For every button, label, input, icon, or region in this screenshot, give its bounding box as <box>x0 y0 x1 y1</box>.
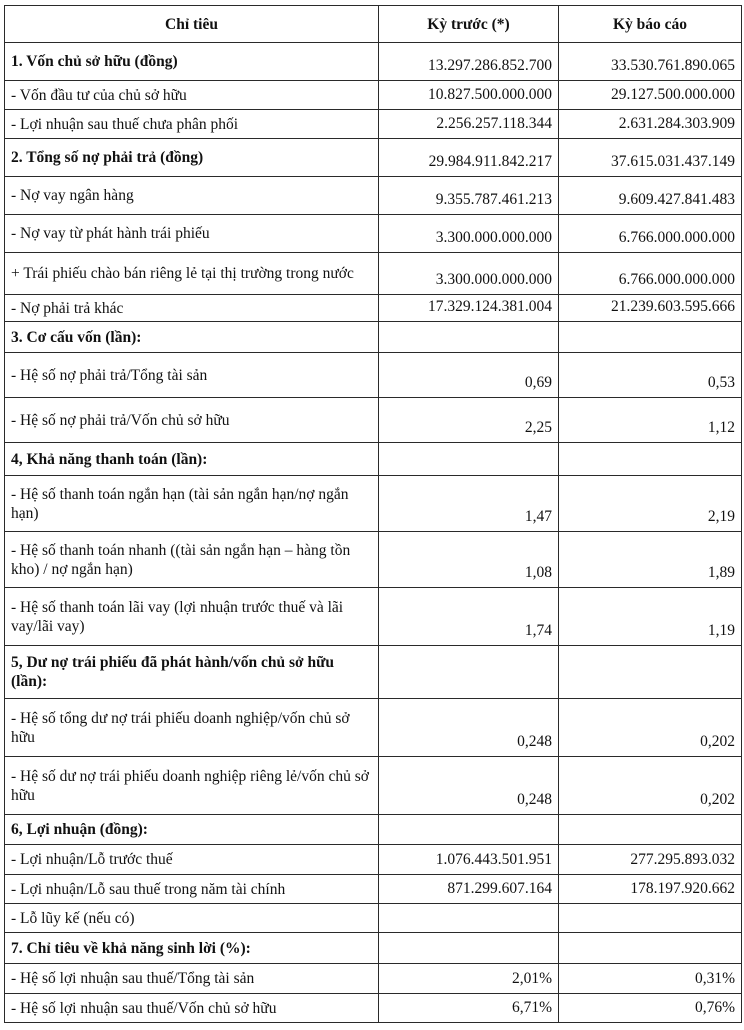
row-label: - Lợi nhuận/Lỗ trước thuế <box>5 845 379 875</box>
row-reporting-value <box>559 443 742 476</box>
row-reporting-value <box>559 322 742 353</box>
row-label: 6, Lợi nhuận (đồng): <box>5 815 379 845</box>
table-header-row <box>5 6 742 43</box>
table-row <box>5 904 742 933</box>
section-row <box>5 815 742 845</box>
row-label: + Trái phiếu chào bán riêng lẻ tại thị trường trong nước <box>5 253 379 295</box>
row-previous-value: 1,08 <box>379 532 559 588</box>
row-previous-value: 1,74 <box>379 588 559 646</box>
row-reporting-value: 0,76% <box>559 994 742 1023</box>
row-previous-value: 13.297.286.852.700 <box>379 43 559 81</box>
row-reporting-value: 1,89 <box>559 532 742 588</box>
row-previous-value: 1.076.443.501.951 <box>379 845 559 875</box>
row-label: - Hệ số dư nợ trái phiếu doanh nghiệp riêng lẻ/vốn chủ sở hữu <box>5 757 379 815</box>
row-label: 2. Tổng số nợ phải trả (đồng) <box>5 139 379 177</box>
table-row <box>5 964 742 994</box>
table-row <box>5 757 742 815</box>
row-previous-value: 0,69 <box>379 353 559 398</box>
table-row <box>5 398 742 443</box>
table-row <box>5 845 742 875</box>
section-row <box>5 322 742 353</box>
table-row <box>5 81 742 110</box>
row-previous-value <box>379 815 559 845</box>
table-row <box>5 295 742 322</box>
section-row <box>5 443 742 476</box>
table-row <box>5 875 742 904</box>
section-row <box>5 933 742 964</box>
header-indicator: Chỉ tiêu <box>5 6 379 43</box>
table-row <box>5 215 742 253</box>
row-label: - Lợi nhuận sau thuế chưa phân phối <box>5 110 379 139</box>
row-previous-value: 3.300.000.000.000 <box>379 215 559 253</box>
row-reporting-value: 0,53 <box>559 353 742 398</box>
row-label: - Vốn đầu tư của chủ sở hữu <box>5 81 379 110</box>
row-label: 4, Khả năng thanh toán (lần): <box>5 443 379 476</box>
row-label: - Nợ vay từ phát hành trái phiếu <box>5 215 379 253</box>
row-reporting-value: 178.197.920.662 <box>559 875 742 904</box>
table-row <box>5 110 742 139</box>
row-label: - Hệ số lợi nhuận sau thuế/Vốn chủ sở hữu <box>5 994 379 1023</box>
table-row <box>5 532 742 588</box>
row-reporting-value: 6.766.000.000.000 <box>559 253 742 295</box>
row-label: 3. Cơ cấu vốn (lần): <box>5 322 379 353</box>
row-previous-value: 6,71% <box>379 994 559 1023</box>
financial-indicators-table <box>4 5 742 1023</box>
row-previous-value: 3.300.000.000.000 <box>379 253 559 295</box>
section-row <box>5 139 742 177</box>
table-row <box>5 177 742 215</box>
row-label: 1. Vốn chủ sở hữu (đồng) <box>5 43 379 81</box>
table-row <box>5 253 742 295</box>
row-label: - Hệ số thanh toán ngắn hạn (tài sản ngắn hạn/nợ ngắn hạn) <box>5 476 379 532</box>
row-previous-value: 29.984.911.842.217 <box>379 139 559 177</box>
header-previous-period: Kỳ trước (*) <box>379 6 559 43</box>
row-previous-value <box>379 322 559 353</box>
row-previous-value <box>379 443 559 476</box>
row-reporting-value: 0,202 <box>559 757 742 815</box>
row-reporting-value: 21.239.603.595.666 <box>559 295 742 322</box>
row-label: - Hệ số nợ phải trả/Vốn chủ sở hữu <box>5 398 379 443</box>
row-reporting-value: 0,202 <box>559 699 742 757</box>
row-reporting-value: 9.609.427.841.483 <box>559 177 742 215</box>
row-label: - Hệ số thanh toán nhanh ((tài sản ngắn hạn – hàng tồn kho) / nợ ngắn hạn) <box>5 532 379 588</box>
row-label: - Hệ số thanh toán lãi vay (lợi nhuận trước thuế và lãi vay/lãi vay) <box>5 588 379 646</box>
row-reporting-value: 0,31% <box>559 964 742 994</box>
table-row <box>5 699 742 757</box>
row-previous-value: 10.827.500.000.000 <box>379 81 559 110</box>
row-previous-value: 1,47 <box>379 476 559 532</box>
row-previous-value <box>379 646 559 699</box>
row-previous-value: 0,248 <box>379 699 559 757</box>
header-reporting-period: Kỳ báo cáo <box>559 6 742 43</box>
row-reporting-value <box>559 904 742 933</box>
row-reporting-value <box>559 646 742 699</box>
section-row <box>5 43 742 81</box>
row-label: - Lỗ lũy kế (nếu có) <box>5 904 379 933</box>
row-reporting-value: 1,12 <box>559 398 742 443</box>
row-label: - Hệ số nợ phải trả/Tổng tài sản <box>5 353 379 398</box>
table-row <box>5 353 742 398</box>
row-label: - Lợi nhuận/Lỗ sau thuế trong năm tài chính <box>5 875 379 904</box>
row-label: - Hệ số lợi nhuận sau thuế/Tổng tài sản <box>5 964 379 994</box>
row-label: - Nợ vay ngân hàng <box>5 177 379 215</box>
row-reporting-value: 6.766.000.000.000 <box>559 215 742 253</box>
row-reporting-value: 29.127.500.000.000 <box>559 81 742 110</box>
row-reporting-value: 37.615.031.437.149 <box>559 139 742 177</box>
row-reporting-value: 1,19 <box>559 588 742 646</box>
row-label: 7. Chỉ tiêu về khả năng sinh lời (%): <box>5 933 379 964</box>
row-reporting-value: 33.530.761.890.065 <box>559 43 742 81</box>
row-label: - Nợ phải trả khác <box>5 295 379 322</box>
table-row <box>5 588 742 646</box>
row-reporting-value: 2,19 <box>559 476 742 532</box>
row-previous-value: 9.355.787.461.213 <box>379 177 559 215</box>
table-row <box>5 476 742 532</box>
row-previous-value <box>379 904 559 933</box>
row-previous-value: 2.256.257.118.344 <box>379 110 559 139</box>
row-reporting-value <box>559 933 742 964</box>
row-previous-value: 871.299.607.164 <box>379 875 559 904</box>
row-previous-value: 0,248 <box>379 757 559 815</box>
row-label: 5, Dư nợ trái phiếu đã phát hành/vốn chủ sở hữu (lần): <box>5 646 379 699</box>
table-row <box>5 994 742 1023</box>
row-previous-value: 17.329.124.381.004 <box>379 295 559 322</box>
row-previous-value: 2,25 <box>379 398 559 443</box>
row-label: - Hệ số tổng dư nợ trái phiếu doanh nghiệp/vốn chủ sở hữu <box>5 699 379 757</box>
row-previous-value <box>379 933 559 964</box>
section-row <box>5 646 742 699</box>
row-previous-value: 2,01% <box>379 964 559 994</box>
row-reporting-value <box>559 815 742 845</box>
row-reporting-value: 277.295.893.032 <box>559 845 742 875</box>
row-reporting-value: 2.631.284.303.909 <box>559 110 742 139</box>
